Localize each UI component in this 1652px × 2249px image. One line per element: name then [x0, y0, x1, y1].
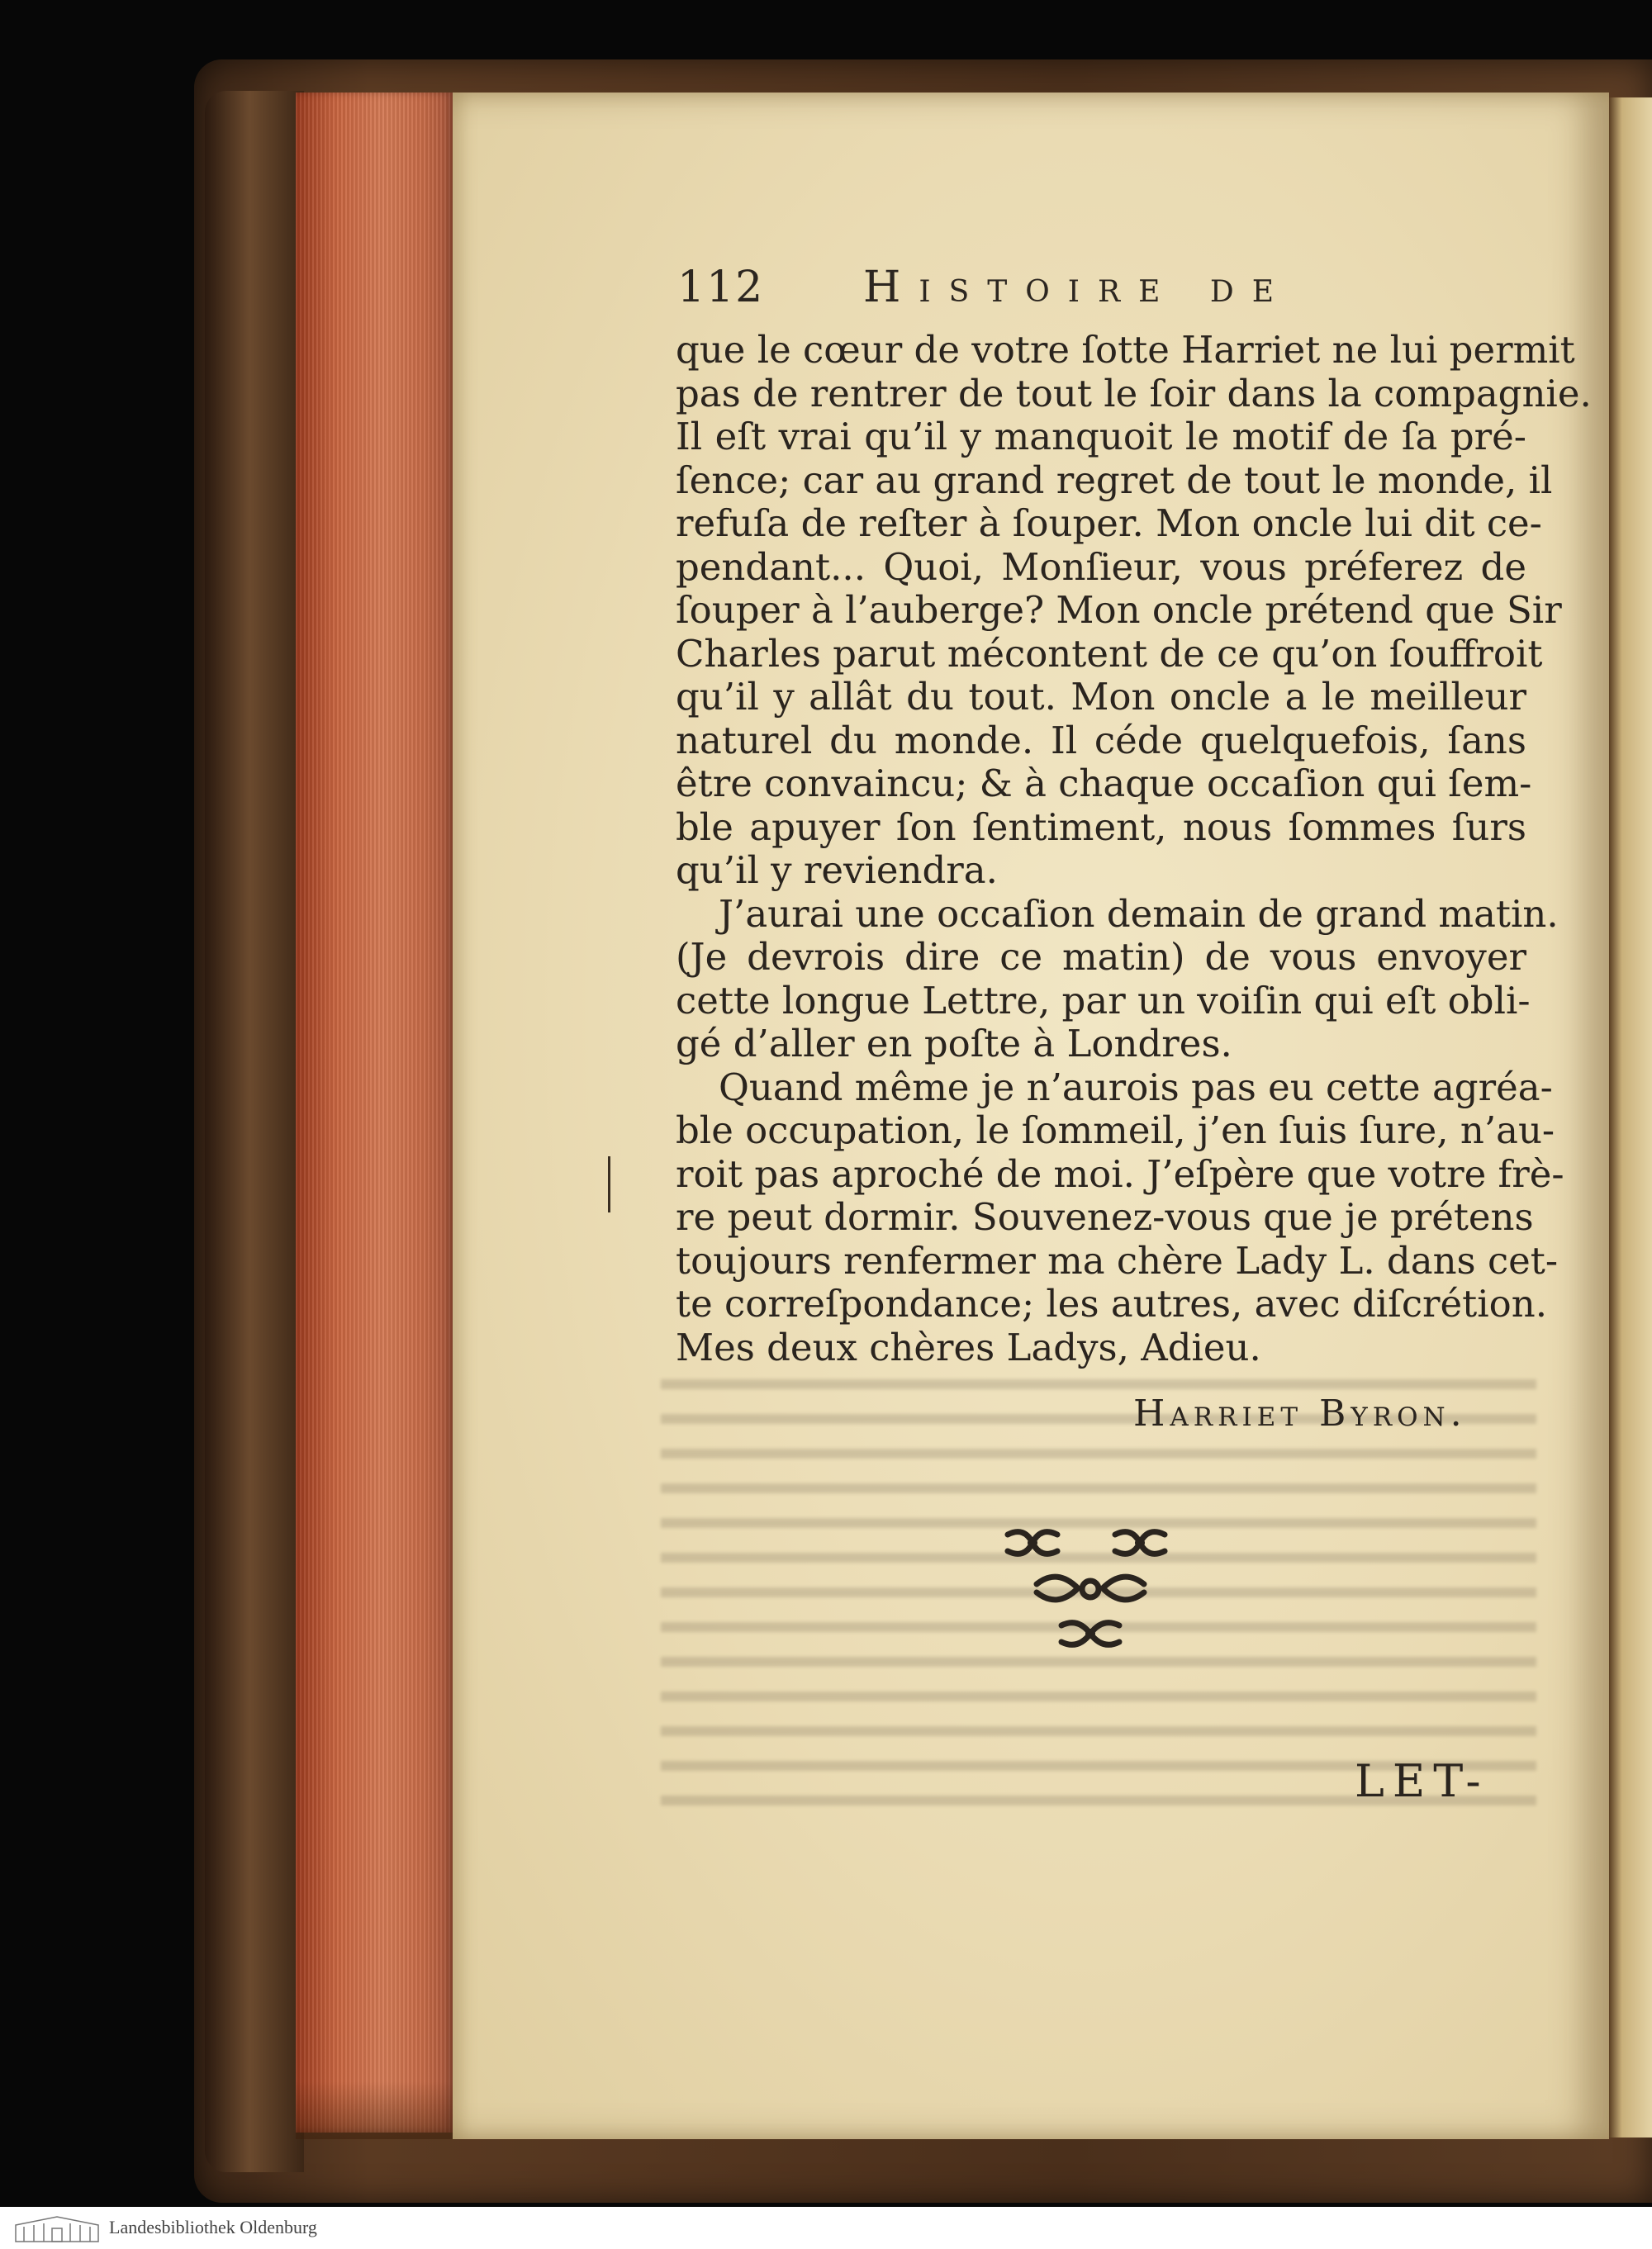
text-line: cette longue Lettre, par un voiſin qui eſt obli-: [676, 978, 1531, 1022]
body-text: [676, 328, 1592, 1369]
text-line: Mes deux chères Ladys, Adieu.: [676, 1325, 1261, 1369]
running-head: Histoire de: [863, 263, 1293, 312]
text-line: Il eſt vrai qu’il y manquoit le motif de ſa pré-: [676, 415, 1526, 458]
text-line: naturel du monde. Il céde quelquefois, ſans: [676, 718, 1526, 762]
text-line: toujours renfermer ma chère Lady L. dans cet-: [676, 1238, 1559, 1283]
text-line: ble apuyer ſon ſentiment, nous ſommes ſurs: [676, 804, 1526, 849]
page-edges-shadow: [296, 2081, 454, 2139]
signature: Harriet Byron.: [1133, 1393, 1467, 1435]
footer-bar: [0, 2207, 1652, 2249]
text-line: roit pas aproché de moi. J’eſpère que votre frè-: [676, 1151, 1564, 1196]
text-line: Quand même je n’aurois pas eu cette agréa-: [719, 1065, 1553, 1109]
text-line: (Je devrois dire ce matin) de vous envoyer: [676, 935, 1526, 979]
text-line: re peut dormir. Souvenez-vous que je prétens: [676, 1195, 1534, 1239]
library-name: Landesbibliothek Oldenburg: [109, 2217, 317, 2237]
margin-mark: [608, 1156, 610, 1212]
catchword: LET-: [1355, 1755, 1489, 1807]
red-page-edges: [296, 93, 454, 2133]
text-line: qu’il y allât du tout. Mon oncle a le meilleur: [676, 675, 1526, 719]
text-line: Charles parut mécontent de ce qu’on ſouffroit: [676, 631, 1543, 676]
facing-page-sliver: [1609, 97, 1652, 2137]
text-line: être convaincu; & à chaque occaſion qui ſem-: [676, 762, 1532, 805]
text-line: ble occupation, le ſommeil, j’en ſuis ſure, n’au-: [676, 1108, 1555, 1152]
cover-edge: [205, 91, 304, 2172]
text-line: J’aurai une occaſion demain de grand matin.: [719, 891, 1559, 936]
text-line: que le cœur de votre ſotte Harriet ne lui permit: [676, 328, 1575, 372]
fleuron-ornament-icon: [999, 1518, 1181, 1658]
text-line: ſence; car au grand regret de tout le monde, il: [676, 458, 1553, 502]
text-line: ſouper à l’auberge? Mon oncle prétend que Sir: [676, 588, 1562, 632]
library-building-icon: [12, 2213, 102, 2243]
text-line: refuſa de reſter à ſouper. Mon oncle lui dit ce-: [676, 501, 1542, 545]
page-header: [677, 263, 1470, 329]
text-line: te correſpondance; les autres, avec diſcrétion.: [676, 1282, 1548, 1326]
text-line: gé d’aller en poſte à Londres.: [676, 1022, 1232, 1065]
text-line: pendant... Quoi, Monſieur, vous préferez de: [676, 544, 1526, 589]
text-line: qu’il y reviendra.: [676, 848, 998, 892]
text-line: pas de rentrer de tout le ſoir dans la compagnie.: [676, 371, 1592, 415]
page-number: 112: [677, 263, 765, 312]
